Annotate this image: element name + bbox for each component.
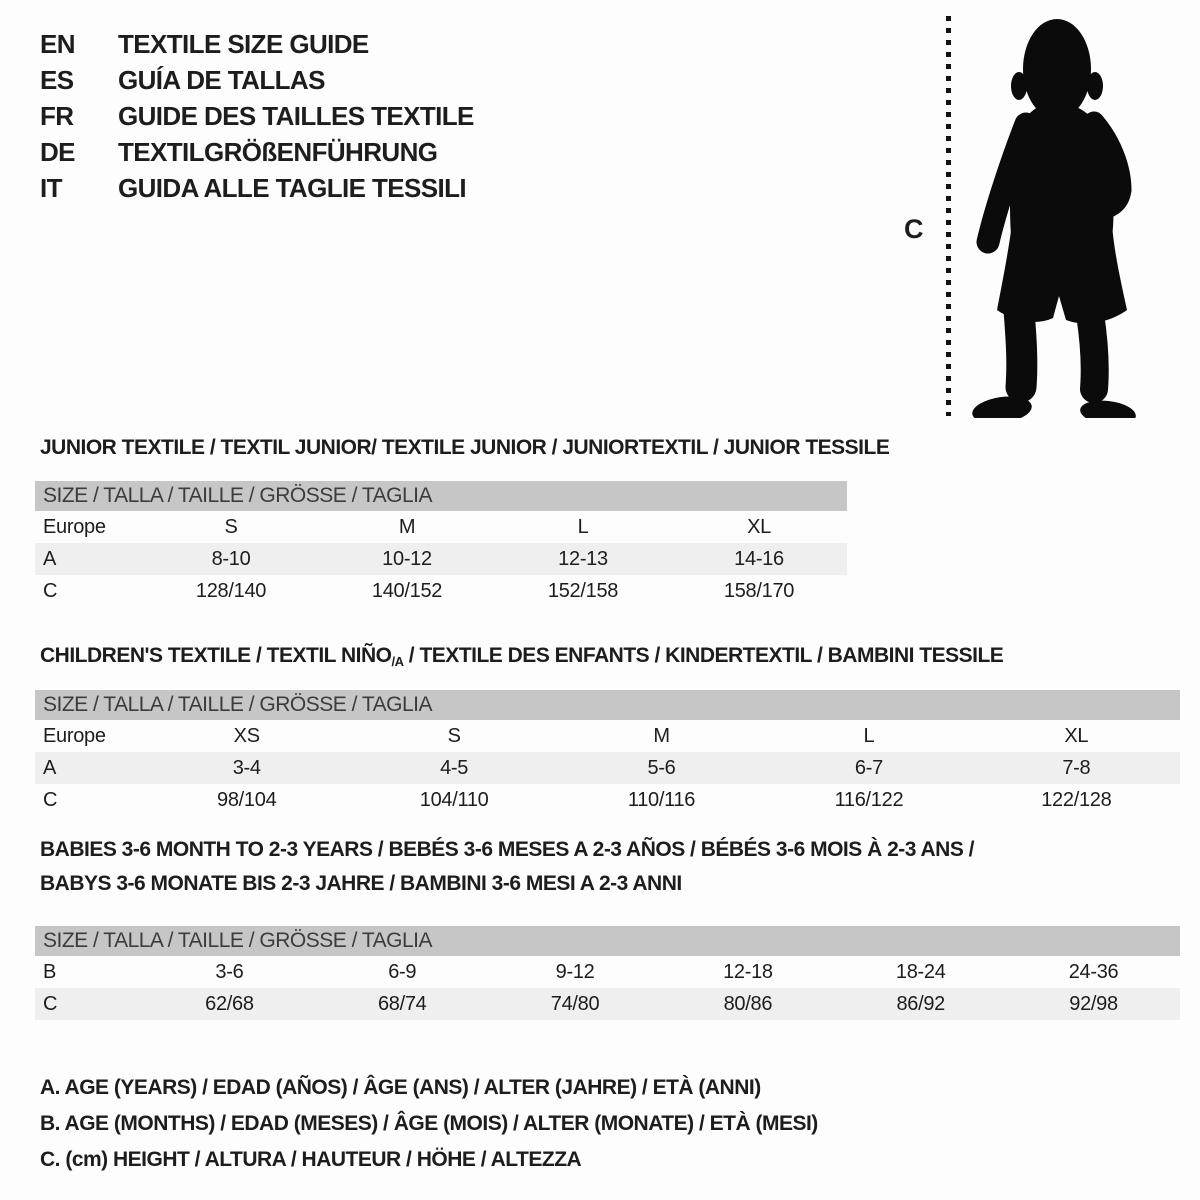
table-cell: 116/122 <box>834 788 904 811</box>
table-cell: 140/152 <box>371 579 443 602</box>
table-row <box>35 720 1180 752</box>
row-label: Europe <box>43 724 106 747</box>
footnote-legend <box>40 1070 818 1178</box>
toddler-silhouette-icon <box>962 12 1138 418</box>
table-cell: L <box>577 515 589 538</box>
table-cell: 104/110 <box>419 788 489 811</box>
table-cell: 158/170 <box>723 579 795 602</box>
table-cell: 74/80 <box>550 992 600 1015</box>
table-cell: 5-6 <box>647 756 676 779</box>
row-label: B <box>43 960 57 983</box>
table-cell: 12-13 <box>558 547 608 570</box>
size-header-bar: SIZE / TALLA / TAILLE / GRÖSSE / TAGLIA <box>35 481 847 511</box>
table-row <box>35 988 1180 1020</box>
guide-title: GUIDE DES TAILLES TEXTILE <box>118 100 474 131</box>
table-cell: 14-16 <box>734 547 784 570</box>
language-code: ES <box>40 64 74 95</box>
table-cell: 8-10 <box>211 547 251 570</box>
table-cell: XL <box>1064 724 1089 747</box>
footnote-height-cm: C. (cm) HEIGHT / ALTURA / HAUTEUR / HÖHE / ALTEZZA <box>40 1148 582 1171</box>
height-c-label: C <box>904 214 924 244</box>
babies-section-heading-line1: BABIES 3-6 MONTH TO 2-3 YEARS / BEBÉS 3-6 MESES A 2-3 AÑOS / BÉBÉS 3-6 MOIS À 2-3 ANS / <box>40 838 975 861</box>
table-row <box>35 752 1180 784</box>
table-cell: 86/92 <box>896 992 945 1015</box>
guide-title: TEXTILGRÖßENFÜHRUNG <box>118 136 438 167</box>
table-cell: 62/68 <box>205 992 254 1015</box>
language-code: EN <box>40 28 75 59</box>
table-row <box>35 784 1180 816</box>
list-item <box>40 170 474 206</box>
list-item <box>40 134 474 170</box>
size-header-bar: SIZE / TALLA / TAILLE / GRÖSSE / TAGLIA <box>35 690 1180 720</box>
table-cell: M <box>653 724 670 747</box>
table-cell: 122/128 <box>1041 788 1112 811</box>
table-row <box>35 575 847 607</box>
babies-section-heading-line2: BABYS 3-6 MONATE BIS 2-3 JAHRE / BAMBINI 3-6 MESI A 2-3 ANNI <box>40 872 682 895</box>
table-cell: S <box>447 724 461 747</box>
language-title-list <box>40 26 474 206</box>
footnote-age-years: A. AGE (YEARS) / EDAD (AÑOS) / ÂGE (ANS) / ALTER (JAHRE) / ETÀ (ANNI) <box>40 1076 761 1099</box>
row-label: C <box>43 992 58 1015</box>
children-section-heading <box>40 644 1003 669</box>
heading-text: CHILDREN'S TEXTILE / TEXTIL NIÑO <box>40 644 392 667</box>
language-code: IT <box>40 172 62 203</box>
babies-size-table <box>35 926 1180 1020</box>
table-cell: M <box>398 515 416 538</box>
row-label: A <box>43 547 57 570</box>
height-dashed-line <box>946 16 951 416</box>
table-row <box>35 511 847 543</box>
table-cell: 110/116 <box>627 788 696 811</box>
table-cell: 68/74 <box>377 992 427 1015</box>
table-cell: 24-36 <box>1068 960 1119 983</box>
language-code: DE <box>40 136 75 167</box>
guide-title: TEXTILE SIZE GUIDE <box>118 28 369 59</box>
table-cell: 152/158 <box>547 579 619 602</box>
table-cell: 98/104 <box>217 788 277 811</box>
guide-title: GUIDA ALLE TAGLIE TESSILI <box>118 172 467 203</box>
table-cell: 18-24 <box>895 960 946 983</box>
row-label: A <box>43 756 57 779</box>
table-cell: 80/86 <box>723 992 773 1015</box>
row-label: C <box>43 579 58 602</box>
guide-title: GUÍA DE TALLAS <box>118 64 325 95</box>
footnote-age-months: B. AGE (MONTHS) / EDAD (MESES) / ÂGE (MOIS) / ALTER (MONATE) / ETÀ (MESI) <box>40 1112 818 1135</box>
table-cell: 92/98 <box>1069 992 1118 1015</box>
list-item <box>40 98 474 134</box>
list-item <box>40 62 474 98</box>
junior-size-table <box>35 481 847 607</box>
table-cell: XL <box>747 515 771 538</box>
table-cell: 12-18 <box>723 960 773 983</box>
row-label: C <box>43 788 58 811</box>
table-cell: 9-12 <box>555 960 595 983</box>
table-cell: 4-5 <box>440 756 469 779</box>
table-cell: 6-9 <box>388 960 417 983</box>
table-cell: 3-4 <box>232 756 261 779</box>
table-cell: S <box>224 515 238 538</box>
table-cell: 10-12 <box>382 547 432 570</box>
table-cell: XS <box>233 724 260 747</box>
table-row <box>35 956 1180 988</box>
language-code: FR <box>40 100 74 131</box>
table-cell: 7-8 <box>1062 756 1091 779</box>
heading-text: / TEXTILE DES ENFANTS / KINDERTEXTIL / BAMBINI TESSILE <box>403 644 1004 667</box>
table-cell: L <box>863 724 875 747</box>
table-row <box>35 543 847 575</box>
heading-subscript: /A <box>391 654 404 669</box>
table-cell: 3-6 <box>215 960 244 983</box>
table-cell: 6-7 <box>854 756 883 779</box>
junior-section-heading: JUNIOR TEXTILE / TEXTIL JUNIOR/ TEXTILE JUNIOR / JUNIORTEXTIL / JUNIOR TESSILE <box>40 436 890 459</box>
list-item <box>40 26 474 62</box>
children-size-table <box>35 690 1180 816</box>
row-label: Europe <box>43 515 106 538</box>
table-cell: 128/140 <box>195 579 267 602</box>
size-header-bar: SIZE / TALLA / TAILLE / GRÖSSE / TAGLIA <box>35 926 1180 956</box>
